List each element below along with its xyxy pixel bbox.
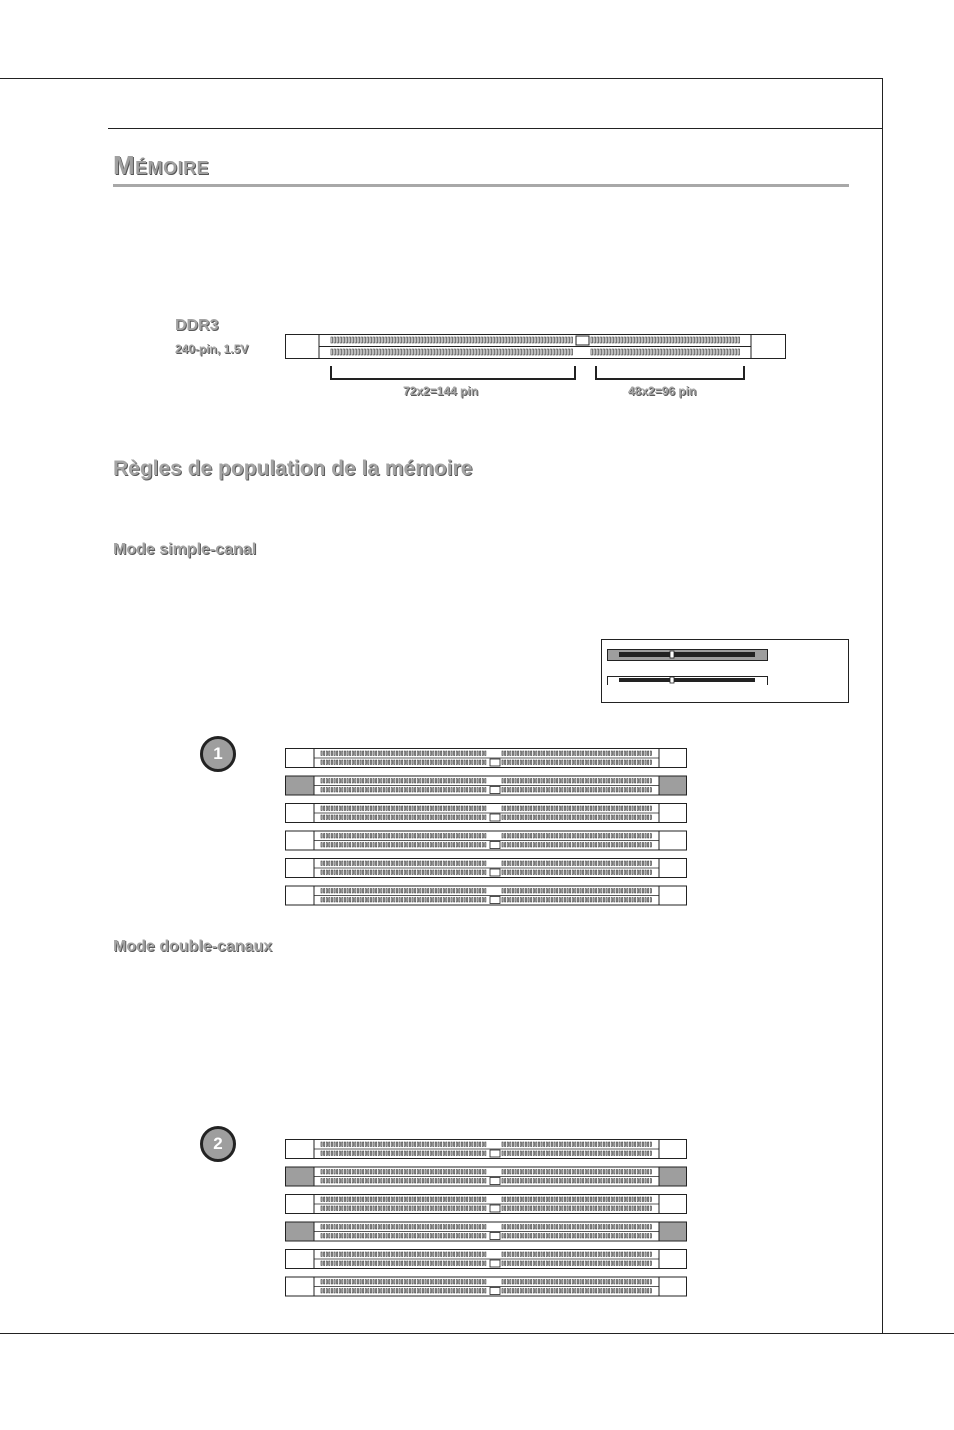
- section-title: Règles de population de la mémoire: [113, 457, 473, 480]
- memory-slot-5: [286, 859, 687, 878]
- memory-slot-4: [286, 831, 687, 850]
- page-title: Mémoire: [113, 150, 210, 180]
- bracket-right: [595, 366, 745, 380]
- frame-bottom-rule: [0, 1333, 954, 1334]
- memory-slot-3: [286, 804, 687, 823]
- bracket-left: [330, 366, 576, 380]
- header-rule: [108, 128, 883, 129]
- memory-slot-1: [286, 749, 687, 768]
- single-channel-title: Mode simple-canal: [113, 541, 257, 558]
- memory-slot-5: [286, 1250, 687, 1269]
- memory-slot-2: [286, 776, 687, 795]
- step-badge-1: 1: [200, 736, 236, 772]
- memory-slot-3: [286, 1195, 687, 1214]
- memory-slot-6: [286, 1277, 687, 1296]
- ddr-label: DDR3: [175, 317, 219, 334]
- slot-stack-single-channel: [285, 748, 689, 908]
- slot-stack-dual-channel: [285, 1139, 689, 1299]
- legend-box: [601, 639, 849, 703]
- legend-installed-slot: [607, 649, 769, 663]
- memory-slot-2: [286, 1167, 687, 1186]
- ddr3-module-diagram: [285, 334, 787, 360]
- step-badge-2: 2: [200, 1126, 236, 1162]
- frame-right-rule: [882, 78, 883, 1334]
- memory-slot-1: [286, 1140, 687, 1159]
- frame-top-rule: [0, 78, 882, 79]
- legend-empty-slot: [607, 674, 769, 688]
- pin-count-left: 72x2=144 pin: [403, 384, 479, 398]
- memory-slot-6: [286, 886, 687, 905]
- title-underline: [113, 184, 849, 187]
- memory-slot-4: [286, 1222, 687, 1241]
- ddr-spec: 240-pin, 1.5V: [175, 342, 249, 356]
- pin-count-right: 48x2=96 pin: [628, 384, 697, 398]
- dual-channel-title: Mode double-canaux: [113, 938, 273, 955]
